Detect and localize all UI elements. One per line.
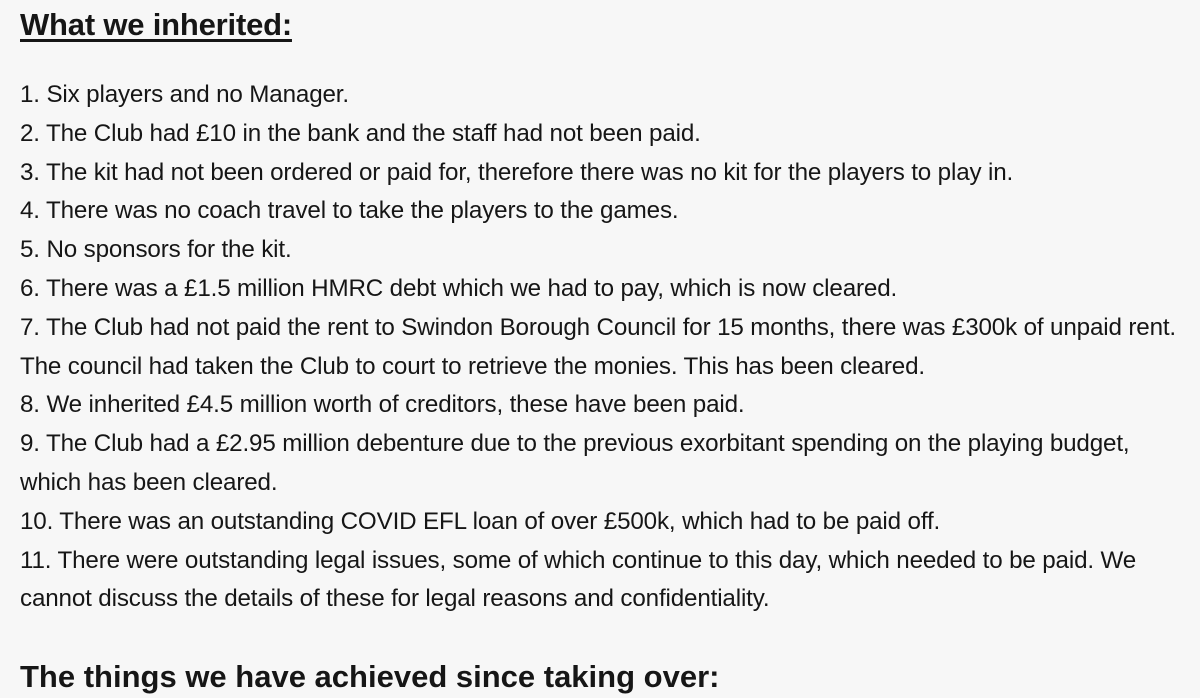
list-item: 10. There was an outstanding COVID EFL loan of over £500k, which had to be paid off. xyxy=(20,507,941,535)
list-item: 6. There was a £1.5 million HMRC debt which we had to pay, which is now cleared. xyxy=(20,274,898,302)
list-item: 7. The Club had not paid the rent to Swindon Borough Council for 15 months, there was £300k of unpaid rent. The council had taken the Club to court to retrieve the monies. This has been cleared. xyxy=(20,313,1177,380)
list-item: 3. The kit had not been ordered or paid for, therefore there was no kit for the players to play in. xyxy=(20,158,1014,186)
list-item: 4. There was no coach travel to take the players to the games. xyxy=(20,197,679,225)
inherited-list xyxy=(20,76,1185,619)
next-section-heading: The things we have achieved since taking over: xyxy=(20,659,720,694)
list-item: 8. We inherited £4.5 million worth of creditors, these have been paid. xyxy=(20,391,745,419)
list-item: 5. No sponsors for the kit. xyxy=(20,236,292,264)
list-item: 2. The Club had £10 in the bank and the staff had not been paid. xyxy=(20,119,701,147)
list-item: 9. The Club had a £2.95 million debenture due to the previous exorbitant spending on the playing budget, which has been cleared. xyxy=(20,430,1130,496)
list-item: 11. There were outstanding legal issues, some of which continue to this day, which needed to be paid. We cannot discuss the details of these for legal reasons and confidentiality. xyxy=(20,546,1137,613)
section-heading: What we inherited: xyxy=(20,7,292,42)
list-item: 1. Six players and no Manager. xyxy=(20,81,349,108)
